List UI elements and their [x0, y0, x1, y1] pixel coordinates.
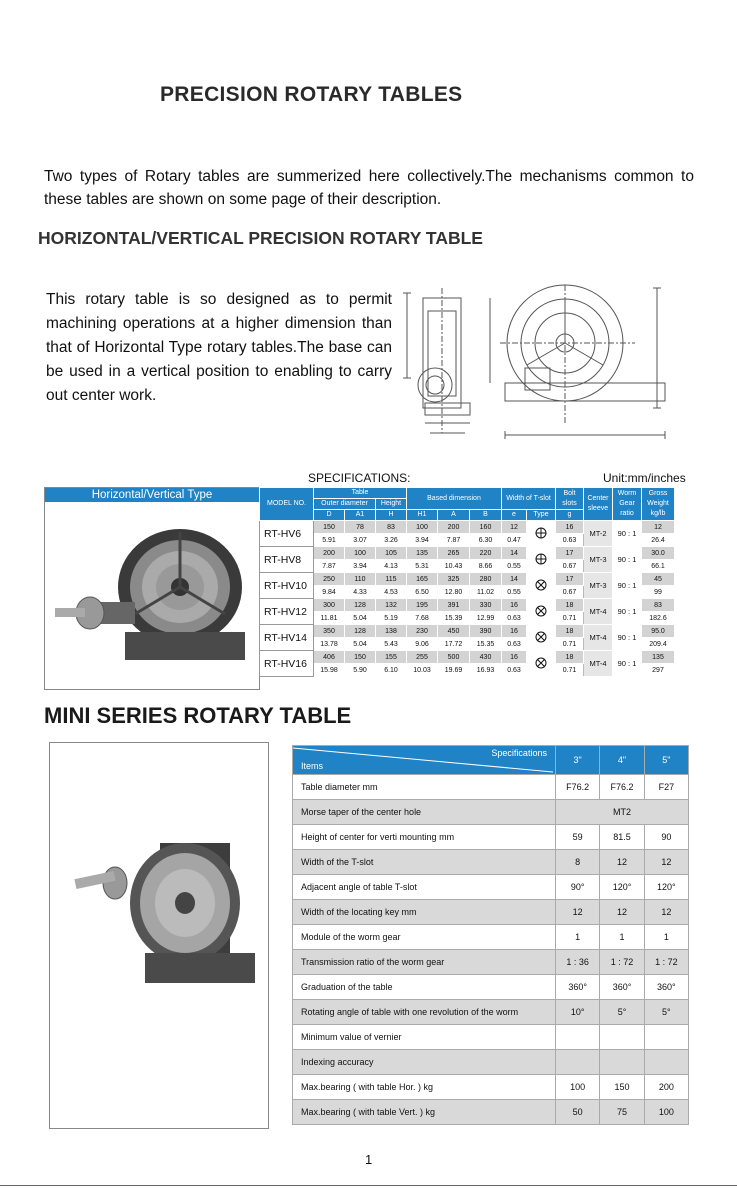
inch-value: 16.93 — [470, 664, 502, 677]
inch-value: 3.07 — [345, 534, 376, 547]
tslot-type-icon — [527, 599, 556, 625]
mini-value: F76.2 — [555, 775, 599, 800]
mm-value: 150 — [345, 651, 376, 664]
hv-row — [260, 521, 675, 534]
mini-value: 75 — [600, 1100, 644, 1125]
mini-row — [293, 1050, 689, 1075]
inch-value: 6.50 — [407, 586, 438, 599]
mini-value: 5° — [600, 1000, 644, 1025]
mini-value: 360° — [555, 975, 599, 1000]
page-title: PRECISION ROTARY TABLES — [160, 83, 463, 106]
center-sleeve: MT-3 — [584, 547, 613, 573]
inch-value: 0.63 — [502, 664, 527, 677]
rotary-table-image — [45, 502, 259, 689]
mini-value — [555, 1025, 599, 1050]
hv-row — [260, 573, 675, 586]
hv-description: This rotary table is so designed as to permit machining operations at a higher dimension than that of Horizontal Type rotary tables.The base can be used in a vertical position to enabling to carry out center work. — [46, 291, 392, 404]
mini-item-label: Width of the locating key mm — [293, 900, 556, 925]
weight-lb: 209.4 — [642, 638, 675, 651]
center-sleeve: MT-2 — [584, 521, 613, 547]
mm-value: 255 — [407, 651, 438, 664]
inch-value: 0.55 — [502, 560, 527, 573]
mini-item-label: Adjacent angle of table T-slot — [293, 875, 556, 900]
inch-value: 8.66 — [470, 560, 502, 573]
mm-value: 500 — [438, 651, 470, 664]
mm-value: 300 — [314, 599, 345, 612]
inch-value: 6.10 — [376, 664, 407, 677]
col-height: Height — [376, 499, 407, 510]
mini-value: 1 : 36 — [555, 950, 599, 975]
inch-value: 0.47 — [502, 534, 527, 547]
inch-value: 9.06 — [407, 638, 438, 651]
mm-value: 391 — [438, 599, 470, 612]
mm-value: 128 — [345, 599, 376, 612]
mini-value: 5° — [644, 1000, 688, 1025]
col-worm: Worm Gear ratio — [613, 488, 642, 521]
mm-value: 155 — [376, 651, 407, 664]
col-model: MODEL NO. — [260, 488, 314, 521]
hv-product-photo — [44, 487, 260, 690]
mini-value: 59 — [555, 825, 599, 850]
model-name: RT-HV16 — [260, 651, 314, 677]
mm-value: 200 — [438, 521, 470, 534]
mm-value: 350 — [314, 625, 345, 638]
mm-value: 12 — [502, 521, 527, 534]
mini-value: 81.5 — [600, 825, 644, 850]
worm-ratio: 90 : 1 — [613, 547, 642, 573]
mini-value — [600, 1025, 644, 1050]
mini-value: 1 : 72 — [600, 950, 644, 975]
worm-ratio: 90 : 1 — [613, 599, 642, 625]
inch-value: 12.80 — [438, 586, 470, 599]
page-number: 1 — [365, 1152, 373, 1167]
mini-value: 1 — [600, 925, 644, 950]
mini-merged-value: MT2 — [555, 800, 688, 825]
mm-value: 18 — [556, 625, 584, 638]
hv-row — [260, 651, 675, 664]
center-sleeve: MT-3 — [584, 573, 613, 599]
hv-spec-table — [259, 487, 675, 677]
mini-item-label: Minimum value of vernier — [293, 1025, 556, 1050]
inch-value: 3.26 — [376, 534, 407, 547]
inch-value: 3.94 — [345, 560, 376, 573]
inch-value: 6.30 — [470, 534, 502, 547]
mm-value: 17 — [556, 573, 584, 586]
inch-value: 5.04 — [345, 612, 376, 625]
mm-value: 17 — [556, 547, 584, 560]
mm-value: 265 — [438, 547, 470, 560]
mini-value: 90° — [555, 875, 599, 900]
weight-lb: 297 — [642, 664, 675, 677]
mm-value: 390 — [470, 625, 502, 638]
weight-lb: 26.4 — [642, 534, 675, 547]
mini-value: 90 — [644, 825, 688, 850]
specs-label: Specifications — [491, 748, 547, 758]
mm-value: 430 — [470, 651, 502, 664]
weight-kg: 45 — [642, 573, 675, 586]
mm-value: 18 — [556, 599, 584, 612]
model-name: RT-HV8 — [260, 547, 314, 573]
center-sleeve: MT-4 — [584, 599, 613, 625]
col-gross: Gross Weight kg/lb — [642, 488, 675, 521]
inch-value: 17.72 — [438, 638, 470, 651]
col-outer: Outer diameter — [314, 499, 376, 510]
sub-g: g — [556, 510, 584, 521]
mini-row — [293, 800, 689, 825]
mini-value: 12 — [555, 900, 599, 925]
inch-value: 10.03 — [407, 664, 438, 677]
mini-product-photo — [49, 742, 269, 1129]
mini-value: 50 — [555, 1100, 599, 1125]
weight-kg: 135 — [642, 651, 675, 664]
col-tslot: Width of T-slot — [502, 488, 556, 510]
inch-value: 0.67 — [556, 586, 584, 599]
mini-row — [293, 950, 689, 975]
weight-lb: 182.6 — [642, 612, 675, 625]
mini-item-label: Max.bearing ( with table Hor. ) kg — [293, 1075, 556, 1100]
weight-kg: 12 — [642, 521, 675, 534]
sub-B: B — [470, 510, 502, 521]
mini-row — [293, 1075, 689, 1100]
mm-value: 280 — [470, 573, 502, 586]
inch-value: 0.71 — [556, 612, 584, 625]
mm-value: 330 — [470, 599, 502, 612]
mini-value: 360° — [600, 975, 644, 1000]
inch-value: 0.67 — [556, 560, 584, 573]
inch-value: 15.98 — [314, 664, 345, 677]
size-4: 4" — [600, 746, 644, 775]
mm-value: 325 — [438, 573, 470, 586]
tslot-type-icon — [527, 651, 556, 677]
mm-value: 200 — [314, 547, 345, 560]
hv-row — [260, 547, 675, 560]
mini-header-cell — [293, 746, 556, 775]
worm-ratio: 90 : 1 — [613, 573, 642, 599]
inch-value: 4.13 — [376, 560, 407, 573]
tslot-type-icon — [527, 547, 556, 573]
mm-value: 100 — [407, 521, 438, 534]
mm-value: 110 — [345, 573, 376, 586]
sub-H1: H1 — [407, 510, 438, 521]
mini-value: 12 — [644, 900, 688, 925]
mini-item-label: Rotating angle of table with one revolution of the worm — [293, 1000, 556, 1025]
inch-value: 13.78 — [314, 638, 345, 651]
intro-paragraph: Two types of Rotary tables are summerized here collectively.The mechanisms common to these tables are shown on some page of their description. — [44, 168, 694, 208]
mini-row — [293, 1100, 689, 1125]
inch-value: 7.68 — [407, 612, 438, 625]
mini-row — [293, 775, 689, 800]
technical-drawing — [395, 283, 700, 448]
model-name: RT-HV6 — [260, 521, 314, 547]
mini-value: 200 — [644, 1075, 688, 1100]
mm-value: 160 — [470, 521, 502, 534]
inch-value: 15.35 — [470, 638, 502, 651]
sub-A1: A1 — [345, 510, 376, 521]
mini-value: 1 — [555, 925, 599, 950]
inch-value: 9.84 — [314, 586, 345, 599]
inch-value: 0.55 — [502, 586, 527, 599]
sub-A: A — [438, 510, 470, 521]
mm-value: 230 — [407, 625, 438, 638]
mm-value: 132 — [376, 599, 407, 612]
hv-photo-caption: Horizontal/Vertical Type — [45, 488, 259, 502]
col-center: Center sleeve — [584, 488, 613, 521]
inch-value: 15.39 — [438, 612, 470, 625]
weight-lb: 66.1 — [642, 560, 675, 573]
mm-value: 150 — [314, 521, 345, 534]
mm-value: 138 — [376, 625, 407, 638]
mini-row — [293, 925, 689, 950]
worm-ratio: 90 : 1 — [613, 651, 642, 677]
mm-value: 18 — [556, 651, 584, 664]
inch-value: 3.94 — [407, 534, 438, 547]
inch-value: 19.69 — [438, 664, 470, 677]
mini-value: 12 — [644, 850, 688, 875]
inch-value: 10.43 — [438, 560, 470, 573]
mini-row — [293, 1025, 689, 1050]
col-bolt: Bolt slots — [556, 488, 584, 510]
weight-lb: 99 — [642, 586, 675, 599]
mini-row — [293, 1000, 689, 1025]
inch-value: 7.87 — [438, 534, 470, 547]
inch-value: 5.19 — [376, 612, 407, 625]
inch-value: 0.71 — [556, 664, 584, 677]
mm-value: 135 — [407, 547, 438, 560]
mini-rotary-table-image — [50, 743, 268, 1128]
mini-item-label: Max.bearing ( with table Vert. ) kg — [293, 1100, 556, 1125]
mm-value: 78 — [345, 521, 376, 534]
inch-value: 5.04 — [345, 638, 376, 651]
inch-value: 7.87 — [314, 560, 345, 573]
mini-item-label: Height of center for verti mounting mm — [293, 825, 556, 850]
weight-kg: 30.0 — [642, 547, 675, 560]
col-based: Based dimension — [407, 488, 502, 510]
mm-value: 195 — [407, 599, 438, 612]
mini-row — [293, 875, 689, 900]
hv-row — [260, 599, 675, 612]
tslot-type-icon — [527, 573, 556, 599]
inch-value: 5.31 — [407, 560, 438, 573]
inch-value: 0.63 — [556, 534, 584, 547]
worm-ratio: 90 : 1 — [613, 625, 642, 651]
mm-value: 16 — [502, 625, 527, 638]
mini-section-heading: MINI SERIES ROTARY TABLE — [44, 703, 352, 728]
mini-value: 10° — [555, 1000, 599, 1025]
mini-value: 1 : 72 — [644, 950, 688, 975]
center-sleeve: MT-4 — [584, 651, 613, 677]
model-name: RT-HV12 — [260, 599, 314, 625]
mini-value: 100 — [555, 1075, 599, 1100]
mini-value: 150 — [600, 1075, 644, 1100]
mini-value: 360° — [644, 975, 688, 1000]
mm-value: 16 — [502, 599, 527, 612]
inch-value: 4.53 — [376, 586, 407, 599]
mm-value: 165 — [407, 573, 438, 586]
mm-value: 16 — [502, 651, 527, 664]
mini-item-label: Table diameter mm — [293, 775, 556, 800]
mini-value — [555, 1050, 599, 1075]
mini-item-label: Indexing accuracy — [293, 1050, 556, 1075]
mm-value: 220 — [470, 547, 502, 560]
mm-value: 250 — [314, 573, 345, 586]
mini-row — [293, 975, 689, 1000]
mini-item-label: Module of the worm gear — [293, 925, 556, 950]
center-sleeve: MT-4 — [584, 625, 613, 651]
items-label: Items — [301, 761, 324, 771]
tslot-type-icon — [527, 521, 556, 547]
mini-value: F27 — [644, 775, 688, 800]
sub-e: e — [502, 510, 527, 521]
inch-value: 0.63 — [502, 612, 527, 625]
mini-value: F76.2 — [600, 775, 644, 800]
mini-spec-table — [292, 745, 689, 1125]
inch-value: 5.43 — [376, 638, 407, 651]
size-5: 5" — [644, 746, 688, 775]
size-3: 3" — [555, 746, 599, 775]
mm-value: 100 — [345, 547, 376, 560]
mini-row — [293, 900, 689, 925]
worm-ratio: 90 : 1 — [613, 521, 642, 547]
mini-item-label: Graduation of the table — [293, 975, 556, 1000]
footer-line — [0, 1185, 737, 1186]
mm-value: 83 — [376, 521, 407, 534]
inch-value: 12.99 — [470, 612, 502, 625]
sub-H: H — [376, 510, 407, 521]
mm-value: 450 — [438, 625, 470, 638]
inch-value: 5.90 — [345, 664, 376, 677]
inch-value: 11.81 — [314, 612, 345, 625]
mini-value: 100 — [644, 1100, 688, 1125]
mm-value: 16 — [556, 521, 584, 534]
model-name: RT-HV14 — [260, 625, 314, 651]
mm-value: 406 — [314, 651, 345, 664]
mini-item-label: Width of the T-slot — [293, 850, 556, 875]
mm-value: 105 — [376, 547, 407, 560]
hv-row — [260, 625, 675, 638]
mini-item-label: Morse taper of the center hole — [293, 800, 556, 825]
unit-label: Unit:mm/inches — [603, 471, 686, 485]
weight-kg: 83 — [642, 599, 675, 612]
inch-value: 11.02 — [470, 586, 502, 599]
mini-value: 12 — [600, 900, 644, 925]
mini-item-label: Transmission ratio of the worm gear — [293, 950, 556, 975]
inch-value: 0.71 — [556, 638, 584, 651]
mini-value: 8 — [555, 850, 599, 875]
mini-value — [600, 1050, 644, 1075]
tslot-type-icon — [527, 625, 556, 651]
mm-value: 14 — [502, 573, 527, 586]
mini-value — [644, 1050, 688, 1075]
sub-D: D — [314, 510, 345, 521]
weight-kg: 95.0 — [642, 625, 675, 638]
mini-value: 12 — [600, 850, 644, 875]
hv-section-heading: HORIZONTAL/VERTICAL PRECISION ROTARY TABLE — [38, 228, 483, 248]
mini-value: 120° — [600, 875, 644, 900]
specifications-label: SPECIFICATIONS: — [308, 471, 411, 485]
inch-value: 5.91 — [314, 534, 345, 547]
mini-row — [293, 850, 689, 875]
col-table: Table — [314, 488, 407, 499]
mini-row — [293, 825, 689, 850]
mini-value: 120° — [644, 875, 688, 900]
mini-value — [644, 1025, 688, 1050]
inch-value: 4.33 — [345, 586, 376, 599]
mm-value: 128 — [345, 625, 376, 638]
sub-type: Type — [527, 510, 556, 521]
mm-value: 14 — [502, 547, 527, 560]
mm-value: 115 — [376, 573, 407, 586]
inch-value: 0.63 — [502, 638, 527, 651]
mini-value: 1 — [644, 925, 688, 950]
model-name: RT-HV10 — [260, 573, 314, 599]
